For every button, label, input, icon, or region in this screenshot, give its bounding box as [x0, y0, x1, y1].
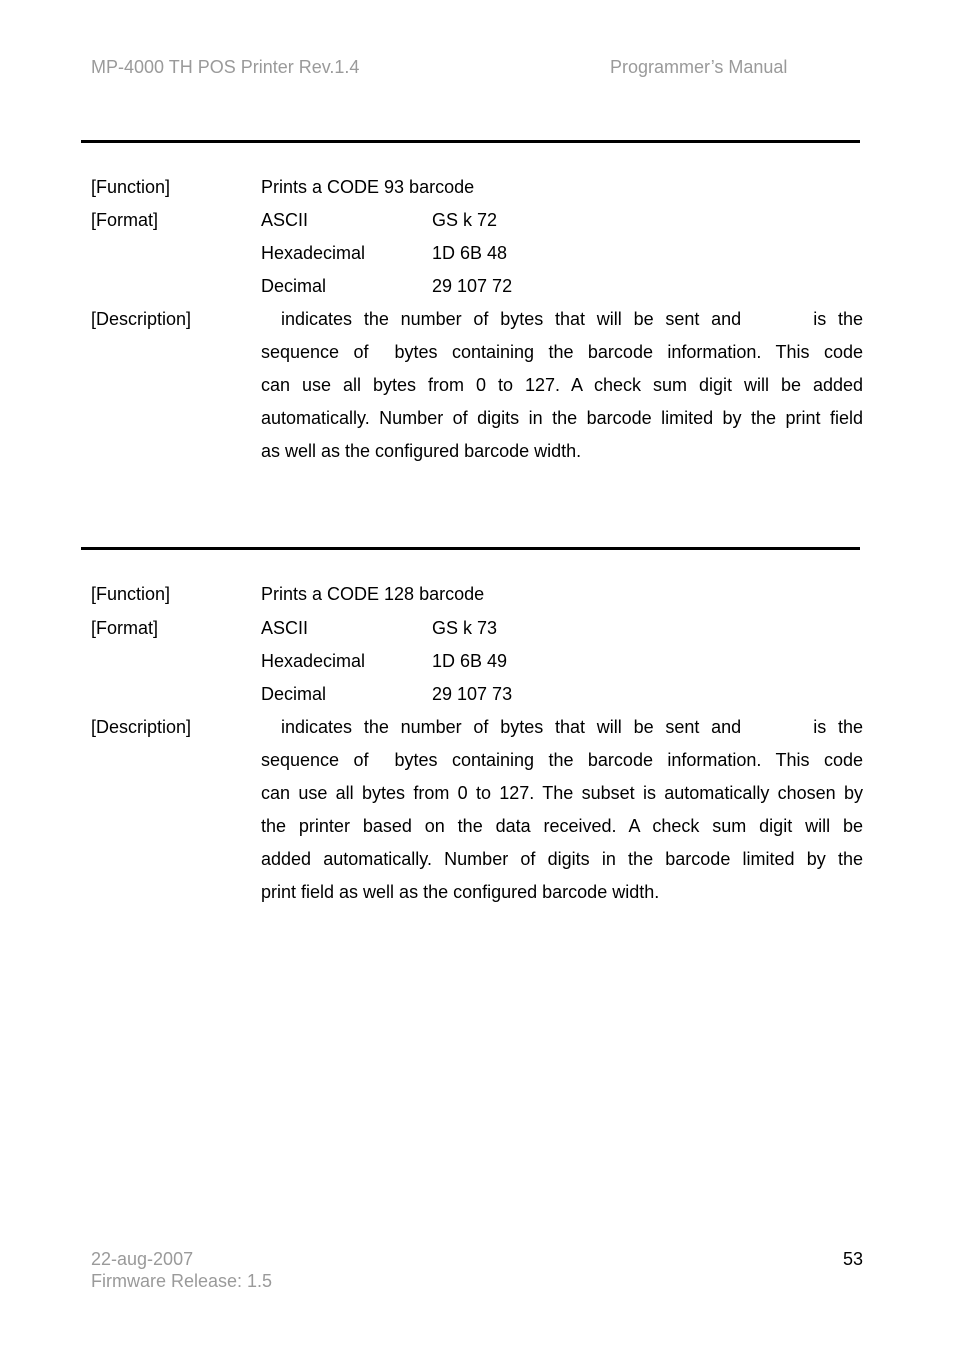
description-fragment: is the — [813, 309, 863, 329]
description-line — [261, 303, 863, 336]
header-manual-name: Programmer’s Manual — [610, 57, 788, 77]
description-fragment: indicates the number of bytes that will be sent and — [281, 717, 742, 737]
format-value: 1D 6B 49 — [432, 651, 508, 671]
description-text — [261, 711, 863, 909]
page-number: 53 — [842, 1249, 863, 1269]
description-line: automatically. Number of digits in the barcode limited by the print field — [261, 408, 863, 428]
description-line: can use all bytes from 0 to 127. The subset is automatically chosen by — [261, 783, 863, 803]
format-name: Hexadecimal — [261, 243, 366, 263]
description-label: [Description] — [91, 309, 192, 329]
function-value: Prints a CODE 93 barcode — [261, 177, 475, 197]
description-fragment: sequence of — [261, 342, 369, 362]
format-row-hex — [0, 237, 954, 270]
format-row-decimal — [0, 270, 954, 303]
description-line: added automatically. Number of digits in the barcode limited by the — [261, 849, 863, 869]
description-label: [Description] — [91, 717, 192, 737]
description-text — [261, 303, 863, 468]
description-line — [261, 744, 863, 777]
description-line: print field as well as the configured barcode width. — [261, 882, 660, 902]
section-divider — [81, 547, 860, 550]
format-value: GS k 72 — [432, 210, 498, 230]
format-name: ASCII — [261, 210, 309, 230]
format-row-ascii — [0, 612, 954, 645]
description-fragment: indicates the number of bytes that will be sent and — [281, 309, 742, 329]
description-line: as well as the configured barcode width. — [261, 441, 582, 461]
function-label: [Function] — [91, 177, 171, 197]
description-fragment: sequence of — [261, 750, 369, 770]
format-label: [Format] — [91, 210, 159, 230]
format-value: GS k 73 — [432, 618, 498, 638]
format-name: ASCII — [261, 618, 309, 638]
description-fragment: is the — [813, 717, 863, 737]
description-line: the printer based on the data received. A check sum digit will be — [261, 816, 863, 836]
format-name: Decimal — [261, 684, 327, 704]
format-value: 29 107 73 — [432, 684, 513, 704]
section-divider — [81, 140, 860, 143]
footer-firmware: Firmware Release: 1.5 — [91, 1271, 273, 1291]
format-value: 1D 6B 48 — [432, 243, 508, 263]
format-value: 29 107 72 — [432, 276, 513, 296]
format-label: [Format] — [91, 618, 159, 638]
format-row-hex — [0, 645, 954, 678]
format-name: Hexadecimal — [261, 651, 366, 671]
function-row — [0, 171, 954, 204]
footer-info — [91, 1248, 272, 1292]
format-row-decimal — [0, 678, 954, 711]
description-line: can use all bytes from 0 to 127. A check sum digit will be added — [261, 375, 863, 395]
description-fragment: bytes containing the barcode information. This code — [394, 750, 863, 770]
function-value: Prints a CODE 128 barcode — [261, 584, 485, 604]
footer-date: 22-aug-2007 — [91, 1249, 194, 1269]
function-label: [Function] — [91, 584, 171, 604]
function-row — [0, 578, 954, 611]
header-title: MP-4000 TH POS Printer Rev.1.4 — [91, 57, 360, 77]
description-line — [261, 711, 863, 744]
format-row-ascii — [0, 204, 954, 237]
description-line — [261, 336, 863, 369]
format-name: Decimal — [261, 276, 327, 296]
description-fragment: bytes containing the barcode information. This code — [394, 342, 863, 362]
